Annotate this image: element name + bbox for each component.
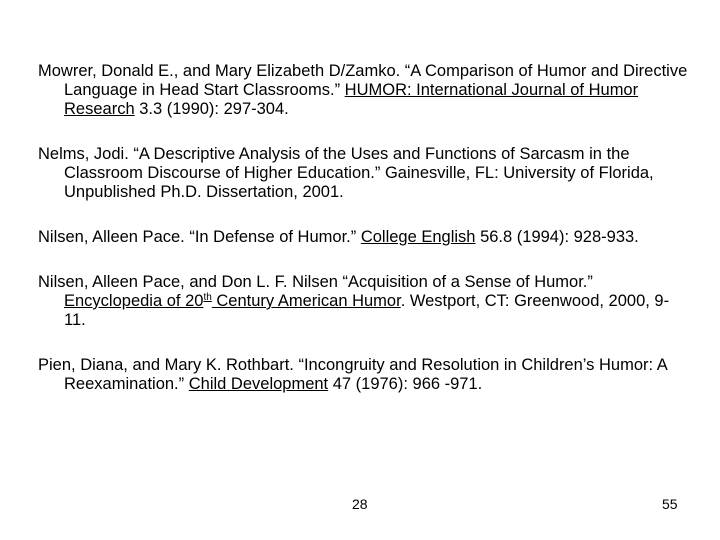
- bibliography-list: [38, 62, 688, 420]
- reference-text: Mowrer, Donald E., and Mary Elizabeth D/Zamko. “A Comparison of Humor and Directive Language in Head Start Classrooms.”: [38, 62, 688, 99]
- reference-text: Nilsen, Alleen Pace. “In Defense of Humor.”: [38, 228, 361, 246]
- reference-entry-nelms: [38, 145, 688, 202]
- reference-entry-nilsen-acquisition: [38, 273, 688, 330]
- reference-text: Nilsen, Alleen Pace, and Don L. F. Nilsen “Acquisition of a Sense of Humor.”: [38, 273, 593, 291]
- reference-entry-pien: [38, 356, 688, 394]
- book-title-part-b: Century American Humor: [211, 292, 401, 310]
- book-title-superscript: th: [203, 292, 212, 303]
- reference-text: Pien, Diana, and Mary K. Rothbart. “Incongruity and Resolution in Children’s Humor: A Reexamination.”: [38, 356, 667, 393]
- book-title-part-a: Encyclopedia of 20: [64, 292, 204, 310]
- reference-text: Nelms, Jodi. “A Descriptive Analysis of the Uses and Functions of Sarcasm in the Classroom Discourse of Higher Education.” Gainesville, FL: University of Florida, Unpublished Ph.D. Dissertation, 2001.: [38, 145, 654, 201]
- journal-title: HUMOR: International Journal of Humor Research: [64, 81, 639, 118]
- reference-citation: 3.3 (1990): 297-304.: [134, 100, 289, 118]
- reference-entry-mowrer: [38, 62, 688, 119]
- journal-title: College English: [360, 228, 476, 246]
- reference-entry-nilsen-defense: [38, 228, 688, 247]
- slide-number: 55: [662, 496, 678, 512]
- reference-citation: . Westport, CT: Greenwood, 2000, 9-11.: [64, 292, 670, 329]
- reference-citation: 56.8 (1994): 928-933.: [475, 228, 639, 246]
- reference-citation: 47 (1976): 966 -971.: [328, 375, 483, 393]
- page-number-center: 28: [352, 496, 368, 512]
- journal-title: Child Development: [188, 375, 329, 393]
